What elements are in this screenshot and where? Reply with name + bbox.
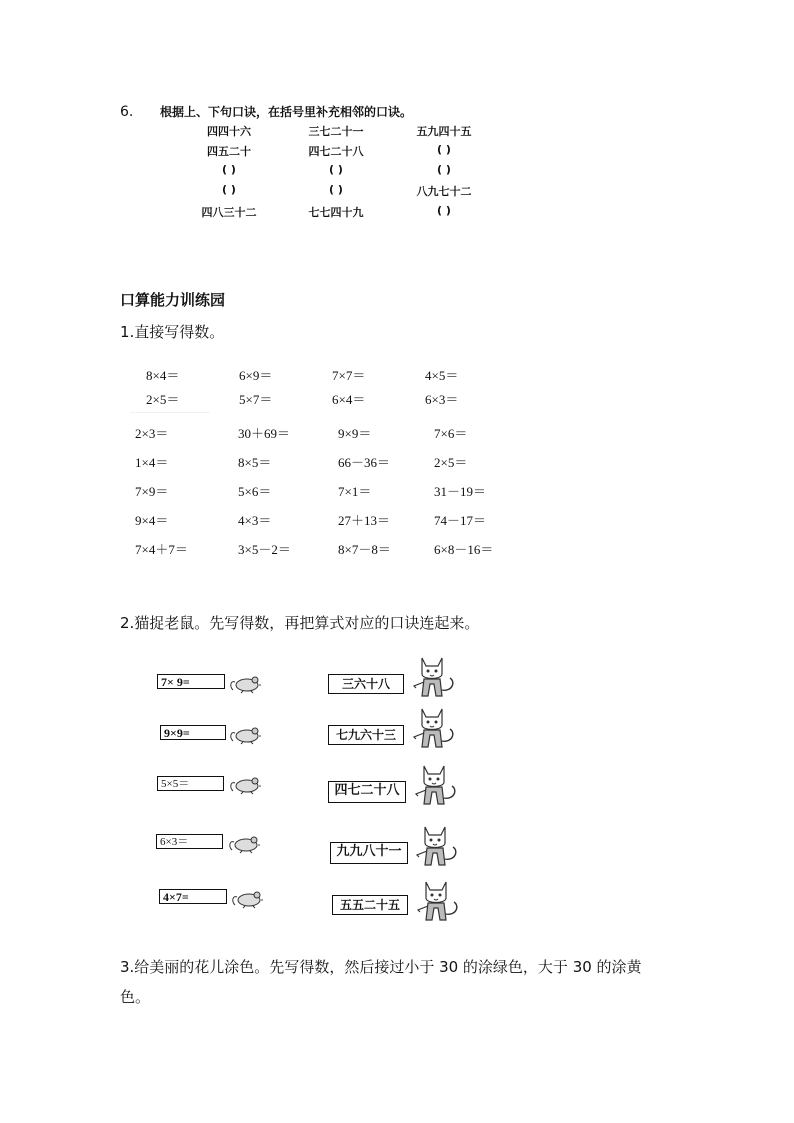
calc-item: 7×7＝ xyxy=(332,368,366,383)
calc-item: 6×8－16＝ xyxy=(434,542,494,557)
calc-item: 5×7＝ xyxy=(239,392,273,407)
cat-icon xyxy=(412,876,464,928)
calc-item: 27＋13＝ xyxy=(338,513,391,528)
calc-item: 6×4＝ xyxy=(332,392,366,407)
calc-item: 7×6＝ xyxy=(434,426,468,441)
calc-item: 2×5＝ xyxy=(434,455,468,470)
mnemonic-box: 九九八十一 xyxy=(330,842,408,864)
mouse-icon xyxy=(229,723,265,745)
cat-icon xyxy=(411,821,463,873)
calc-item: 66－36＝ xyxy=(338,455,391,470)
q6-blank: ( ) xyxy=(437,163,451,176)
calc-item: 8×5＝ xyxy=(238,455,272,470)
question-6-title: 根据上、下句口诀，在括号里补充相邻的口诀。 xyxy=(160,105,413,119)
q6-blank: ( ) xyxy=(329,183,343,196)
calc-item: 4×3＝ xyxy=(238,513,272,528)
divider xyxy=(130,412,210,413)
calc-item: 6×3＝ xyxy=(425,392,459,407)
question-1-title: 1.直接写得数。 xyxy=(120,323,225,341)
calc-item: 2×3＝ xyxy=(135,426,169,441)
q6-cell: 七七四十九 xyxy=(308,206,364,219)
mouse-icon xyxy=(231,887,267,909)
calc-item: 6×9＝ xyxy=(239,368,273,383)
calc-item: 8×4＝ xyxy=(146,368,180,383)
calc-item: 7×9＝ xyxy=(135,484,169,499)
calc-item: 2×5＝ xyxy=(146,392,180,407)
mnemonic-box: 四七二十八 xyxy=(328,781,406,803)
q6-cell: 三七二十一 xyxy=(308,125,364,138)
q6-blank: ( ) xyxy=(222,183,236,196)
q6-cell: 四八三十二 xyxy=(201,206,257,219)
q6-blank: ( ) xyxy=(329,163,343,176)
mouse-icon xyxy=(228,832,264,854)
cat-icon xyxy=(410,760,462,812)
calc-item: 30＋69＝ xyxy=(238,426,291,441)
q6-cell: 四四十六 xyxy=(207,125,251,138)
mnemonic-box: 七九六十三 xyxy=(328,725,404,745)
calc-item: 74－17＝ xyxy=(434,513,487,528)
calc-item: 8×7－8＝ xyxy=(338,542,391,557)
calc-item: 9×9＝ xyxy=(338,426,372,441)
calc-item: 3×5－2＝ xyxy=(238,542,291,557)
equation-box: 6×3＝ xyxy=(156,834,223,849)
equation-box: 5×5＝ xyxy=(157,776,224,791)
calc-item: 9×4＝ xyxy=(135,513,169,528)
mouse-icon xyxy=(229,672,265,694)
calc-item: 5×6＝ xyxy=(238,484,272,499)
mouse-icon xyxy=(229,773,265,795)
q6-cell: 四五二十 xyxy=(207,145,251,158)
equation-box: 7× 9= xyxy=(157,674,225,689)
q6-blank: ( ) xyxy=(437,143,451,156)
q6-blank: ( ) xyxy=(437,204,451,217)
q6-cell: 四七二十八 xyxy=(308,145,364,158)
question-3-title-line1: 3.给美丽的花儿涂色。先写得数，然后接过小于 30 的涂绿色，大于 30 的涂黄 xyxy=(120,958,642,976)
calc-item: 7×1＝ xyxy=(338,484,372,499)
q6-blank: ( ) xyxy=(222,163,236,176)
calc-item: 7×4＋7＝ xyxy=(135,542,188,557)
q6-cell: 八九七十二 xyxy=(416,185,472,198)
q6-cell: 五九四十五 xyxy=(416,125,472,138)
mnemonic-box: 五五二十五 xyxy=(332,895,408,915)
cat-icon xyxy=(408,652,460,704)
equation-box: 4×7= xyxy=(159,889,227,904)
cat-icon xyxy=(408,703,460,755)
calc-item: 1×4＝ xyxy=(135,455,169,470)
calc-item: 4×5＝ xyxy=(425,368,459,383)
calc-item: 31－19＝ xyxy=(434,484,487,499)
question-3-title-line2: 色。 xyxy=(120,988,151,1006)
question-6-number: 6. xyxy=(120,104,134,120)
mnemonic-box: 三六十八 xyxy=(328,674,404,694)
section-title: 口算能力训练园 xyxy=(120,291,226,309)
question-2-title: 2.猫捉老鼠。先写得数，再把算式对应的口诀连起来。 xyxy=(120,614,480,632)
equation-box: 9×9= xyxy=(160,725,226,740)
